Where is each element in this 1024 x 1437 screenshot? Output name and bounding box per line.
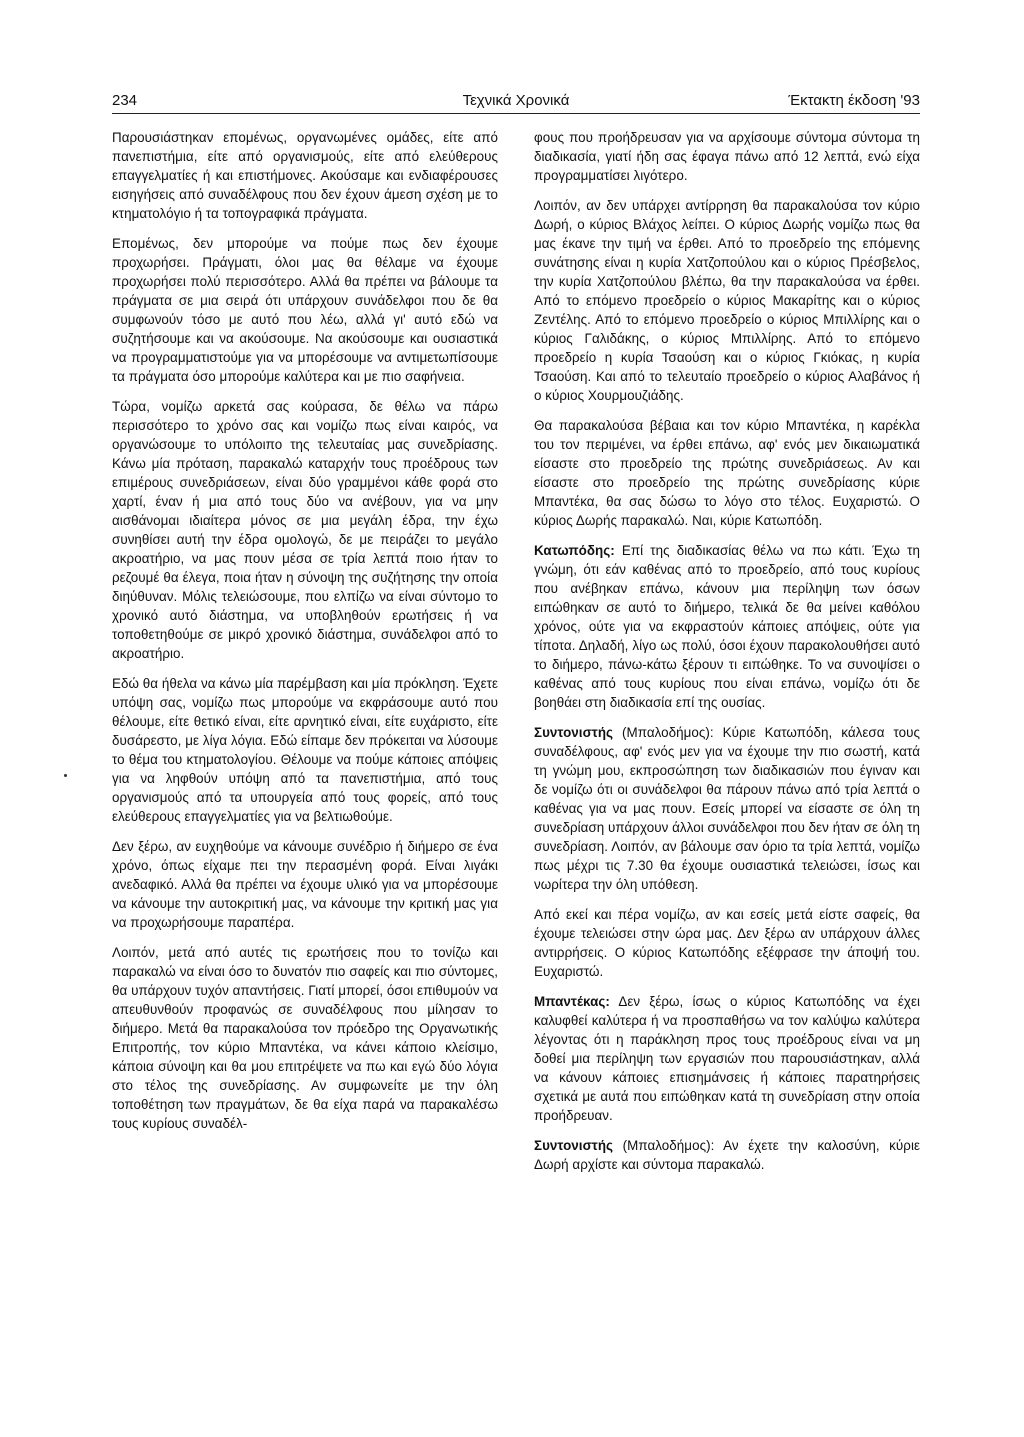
paragraph-text: Επί της διαδικασίας θέλω να πω κάτι. Έχω τη γνώμη, ότι εάν καθένας από το προεδρείο, από τους κυρίους που ανέβηκαν επάνω, κάνουν μια περίληψη των όσων ειπώθηκαν σε αυτό το διήμερο, τελικά δε θα μείνει καθόλου χρόνος, ούτε για να εκφραστούν κάποιες απόψεις, ούτε για τίποτα. Δηλαδή, λίγο ως πολύ, όσοι έχουν παρακολουθήσει αυτό το διήμερο, πάνω-κάτω ξέρουν τι ειπώθηκε. Το να συνοψίσει ο καθένας από τους κυρίους που είναι επάνω, νομίζω ότι δε βοηθάει στη διαδικασία επί της ουσίας. bbox=[534, 543, 920, 710]
paragraph bbox=[534, 196, 920, 405]
paragraph bbox=[534, 541, 920, 712]
paragraph: Εδώ θα ήθελα να κάνω μία παρέμβαση και μία πρόκληση. Έχετε υπόψη σας, νομίζω πως μπορούμε να εκφράσουμε αυτό που θέλουμε, είτε θετικό είναι, είτε αρνητικό είναι, είτε ευχάριστο, είτε δυσάρεστο, με λίγα λόγια. Εδώ είπαμε δεν πρόκειται να λύσουμε το θέμα του κτηματολογίου. Θέλουμε να πούμε κάποιες απόψεις για να ληφθούν υπόψη από τα πανεπιστήμια, από τους οργανισμούς από τα υπουργεία από τους φορείς, από τους ελεύθερους επαγγελματίες για να βελτιωθούμε. bbox=[112, 676, 498, 824]
speaker-name: Κατωπόδης: bbox=[534, 543, 615, 558]
paragraph: Δεν ξέρω, αν ευχηθούμε να κάνουμε συνέδριο ή διήμερο σε ένα χρόνο, όπως είχαμε πει την περασμένη φορά. Είναι λιγάκι ανεδαφικό. Αλλά θα πρέπει να έχουμε υλικό για να μπορέσουμε να κάνουμε την αυτοκριτική μας, να κάνουμε την κριτική μας για να προχωρήσουμε παραπέρα. bbox=[112, 839, 498, 930]
paragraph-text: Δεν ξέρω, ίσως ο κύριος Κατωπόδης να έχει καλυφθεί καλύτερα ή να προσπαθήσω να τον καλύψω καλύτερα λέγοντας ότι η παράκληση προς τους προέδρους είναι να μη δοθεί μια περίληψη των εργασιών που παρουσιάστηκαν, αλλά να κάνουν κάποιες επισημάνσεις ή κάποιες παρατηρήσεις σχετικά με αυτά που ειπώθηκαν κατά τη συνεδρίαση στην οποία προήδρευαν. bbox=[534, 994, 920, 1123]
paragraph bbox=[534, 416, 920, 530]
paragraph: Παρουσιάστηκαν επομένως, οργανωμένες ομάδες, είτε από πανεπιστήμια, είτε από οργανισμούς, είτε από ελεύθερους επαγγελματίες ή και επιστήμονες. Ακούσαμε και ενδιαφέρουσες εισηγήσεις από συναδέλφους που δεν έχουν άμεση σχέση με το κτηματολόγιο ή τα τοπογραφικά πράγματα. bbox=[112, 130, 498, 221]
journal-title: Τεχνικά Χρονικά bbox=[462, 92, 570, 109]
margin-dot bbox=[64, 774, 67, 777]
paragraph: Τώρα, νομίζω αρκετά σας κούρασα, δε θέλω να πάρω περισσότερο το χρόνο σας και νομίζω πως είναι καιρός, να οργανώσουμε το υπόλοιπο της τελευταίας μας συνεδρίασης. Κάνω μία πρόταση, παρακαλώ καταρχήν τους προέδρους των επιμέρους συνεδριάσεων, είναι δύο γραμμένοι κάθε φορά στο χαρτί, έναν ή μια από τους δύο να ανέβουν, για να μην αισθάνομαι ιδιαίτερα μόνος σε μια μεγάλη έδρα, την έχω συνηθίσει αυτή την έδρα ομολογώ, δε με πειράζει το μεγάλο ακροατήριο, να μας πουν μέσα σε τρία λεπτά ποιο ήταν το ρεζουμέ θα έλεγα, ποια ήταν η σύνοψη της συζήτησης την οποία διηύθυναν. Μόλις τελειώσουμε, που ελπίζω να είναι σύντομο το χρονικό αυτό διάστημα, να υποβληθούν ερωτήσεις ή να τοποθετηθούμε σε μικρό χρονικό διάστημα, συνάδελφοι από το ακροατήριο. bbox=[112, 399, 498, 661]
header-rule bbox=[112, 113, 920, 114]
paragraph: Λοιπόν, μετά από αυτές τις ερωτήσεις που το τονίζω και παρακαλώ να είναι όσο το δυνατόν πιο σαφείς και πιο σύντομες, θα υπάρχουν τυχόν απαντήσεις. Γιατί μπορεί, όσοι επιθυμούν να απευθυνθούν προφανώς σε συναδέλφους που μίλησαν το διήμερο. Μετά θα παρακαλούσα τον πρόεδρο της Οργανωτικής Επιτροπής, τον κύριο Μπαντέκα, να κάνει κάποιο κλείσιμο, κάποια σύνοψη και θα μου επιτρέψετε να πω και εγώ δύο λόγια στο τέλος της συνεδρίασης. Αν συμφωνείτε με την όλη τοποθέτηση των πραγμάτων, δε θα είχα παρά να παρακαλέσω τους κυρίους συναδέλ- bbox=[112, 945, 498, 1131]
paragraph-text: (Μπαλοδήμος): Κύριε Κατωπόδη, κάλεσα τους συναδέλφους, αφ' ενός μεν για να έχουμε την πιο σωστή, κατά τη γνώμη μου, εκπροσώπηση των διαδικασιών που έγιναν και δε νομίζω ότι οι συνάδελφοι θα πάρουν πάνω από τρία λεπτά ο καθένας για να μας πουν. Εσείς μπορεί να είσαστε σε όλη τη συνεδρίαση υπάρχουν άλλοι συνάδελφοι που δεν ήταν σε όλη τη συνεδρίαση. Λοιπόν, αν βάλουμε σαν όριο τα τρία λεπτά, νομίζω πως μέχρι τις 7.30 θα έχουμε ουσιαστικά τελειώσει, ίσως και νωρίτερα την όλη υπόθεση. bbox=[534, 725, 920, 892]
paragraph bbox=[534, 1136, 920, 1174]
page-number: 234 bbox=[112, 92, 138, 109]
edition-label: Έκτακτη έκδοση '93 bbox=[788, 92, 920, 109]
paragraph-text: Λοιπόν, αν δεν υπάρχει αντίρρηση θα παρακαλούσα τον κύριο Δωρή, ο κύριος Βλάχος λείπει. Ο κύριος Δωρής νομίζω πως θα μας έκανε την τιμή να έρθει. Από το προεδρείο της επόμενης συνάτησης είναι η κυρία Χατζοπούλου και ο κύριος Πρέσβελος, την κυρία Χατζοπούλου βλέπω, θα την παρακαλούσα να έρθει. Από το επόμενο προεδρείο ο κύριος Μακαρίτης και ο κύριος Ζεντέλης. Από το επόμενο προεδρείο ο κύριος Μπιλλίρης και ο κύριος Γαλιδάκης, ο κύριος Μπιλλίρης. Από το επόμενο προεδρείο η κυρία Τσαούση και ο κύριος Γκιόκας, η κυρία Τσαούση. Και από το τελευταίο προεδρείο ο κύριος Αλαβάνος ή ο κύριος Χουρμουζιάδης. bbox=[534, 198, 920, 403]
left-column bbox=[112, 128, 498, 1144]
speaker-name: Μπαντέκας: bbox=[534, 994, 610, 1009]
right-column bbox=[534, 128, 920, 1185]
paragraph-text: Θα παρακαλούσα βέβαια και τον κύριο Μπαντέκα, η καρέκλα του τον περιμένει, να έρθει επάνω, αφ' ενός μεν δικαιωματικά είσαστε στο προεδρείο της πρώτης συνεδριάσεως. Αν και είσαστε στο προεδρείο της πρώτης συνεδρίασης κύριε Μπαντέκα, θα σας δώσω το λόγο στο τέλος. Ευχαριστώ. Ο κύριος Δωρής παρακαλώ. Ναι, κύριε Κατωπόδη. bbox=[534, 418, 920, 528]
paragraph: Επομένως, δεν μπορούμε να πούμε πως δεν έχουμε προχωρήσει. Πράγματι, όλοι μας θα θέλαμε να έχουμε προχωρήσει πολύ περισσότερο. Αλλά θα πρέπει να βάλουμε τα πράγματα σε μια σειρά ότι υπάρχουν συνάδελφοι που δε θα συμφωνούν τόσο με αυτό που λέω, αλλά γι' αυτό εδώ να συζητήσουμε και να ακούσουμε. Να ακούσουμε και ουσιαστικά να προγραμματιστούμε για να μπορέσουμε να αντιμετωπίσουμε τα πράγματα όσο μπορούμε καλύτερα και με πιο σαφήνεια. bbox=[112, 236, 498, 384]
paragraph bbox=[534, 723, 920, 894]
speaker-name: Συντονιστής bbox=[534, 725, 614, 740]
speaker-name: Συντονιστής bbox=[534, 1138, 614, 1153]
paragraph bbox=[534, 905, 920, 981]
paragraph bbox=[534, 992, 920, 1125]
paragraph-text: (Μπαλοδήμος): Αν έχετε την καλοσύνη, κύριε Δωρή αρχίστε και σύντομα παρακαλώ. bbox=[534, 1138, 920, 1172]
paragraph-text: φους που προήδρευσαν για να αρχίσουμε σύντομα σύντομα τη διαδικασία, γιατί ήδη σας έφαγα πάνω από 12 λεπτά, ενώ είχα προγραμματίσει λιγότερο. bbox=[534, 130, 920, 183]
paragraph-text: Από εκεί και πέρα νομίζω, αν και εσείς μετά είστε σαφείς, θα έχουμε τελειώσει στην ώρα μας. Δεν ξέρω αν υπάρχουν άλλες αντιρρήσεις. Ο κύριος Κατωπόδης εξέφρασε την άποψή του. Ευχαριστώ. bbox=[534, 907, 920, 979]
paragraph bbox=[534, 128, 920, 185]
